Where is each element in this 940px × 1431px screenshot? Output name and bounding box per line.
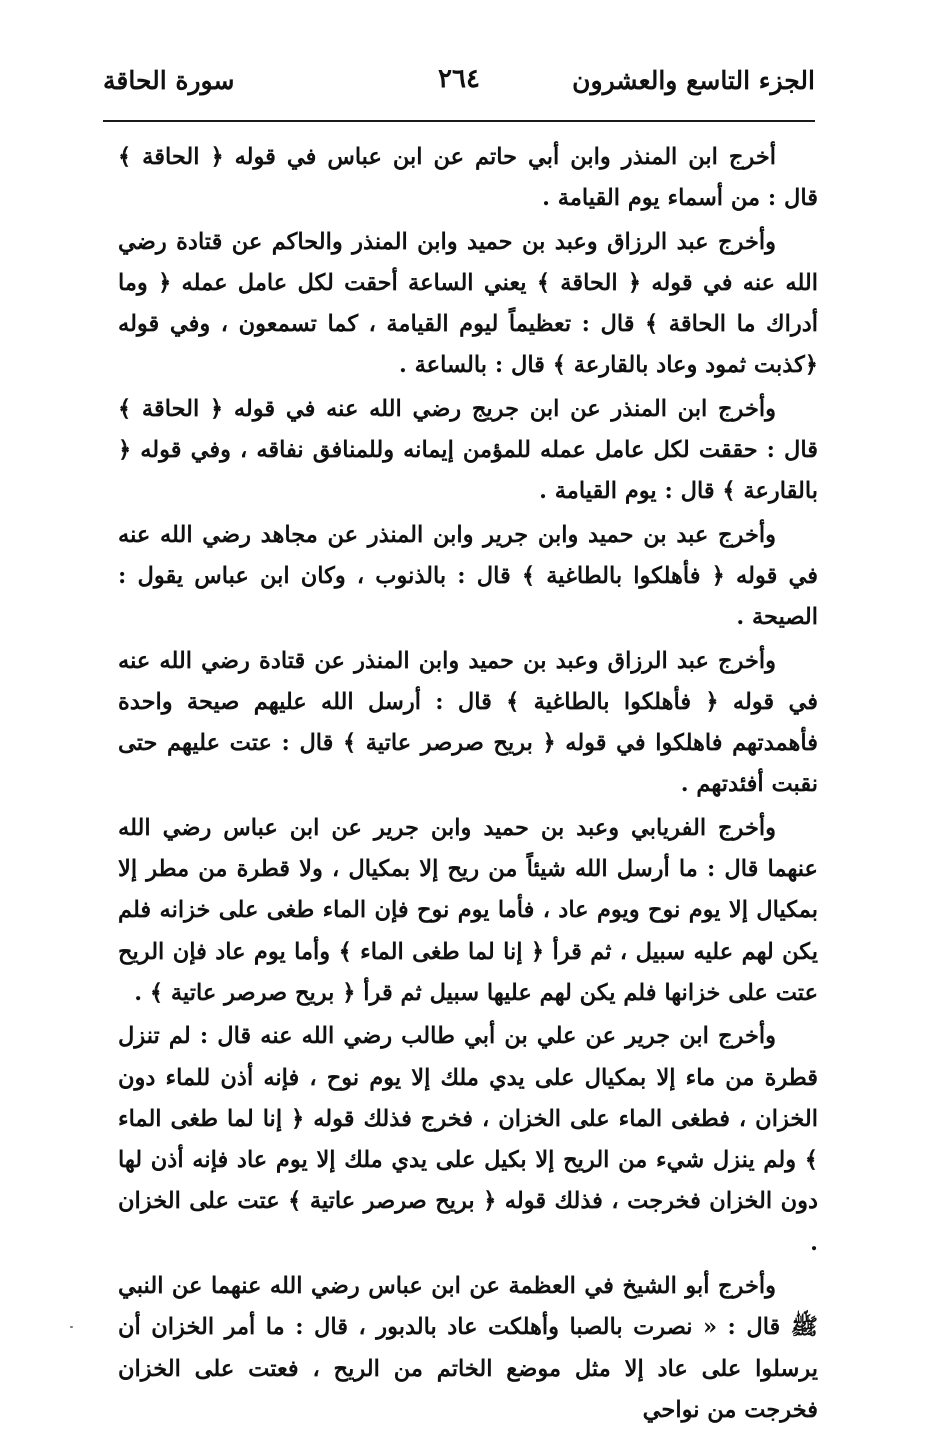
paragraph-3: وأخرج ابن المنذر عن ابن جريج رضي الله عنه في قوله ﴿ الحاقة ﴾ قال : حققت لكل عامل عمله للمؤمن إيمانه وللمنافق نفاقه ، وفي قوله ﴿ بالقارعة ﴾ قال : يوم القيامة .	[118, 395, 818, 505]
paragraph-7: وأخرج ابن جرير عن علي بن أبي طالب رضي الله عنه قال : لم تنزل قطرة من ماء إلا بمكيال على يدي ملك إلا يوم نوح ، فإنه أذن للماء دون الخزان ، فطغى الماء على الخزان ، فخرج فذلك قوله ﴿ إنا لما طغى الماء ﴾ ولم ينزل شيء من الريح إلا بكيل على يدي ملك إلا يوم عاد فإنه أذن لها دون الخزان فخرجت ، فذلك قوله ﴿ بريح صرصر عاتية ﴾ عتت على الخزان .	[118, 1023, 818, 1256]
scan-speck	[70, 1326, 73, 1328]
page-number: ٢٦٤	[438, 64, 480, 94]
paragraph-2: وأخرج عبد الرزاق وعبد بن حميد وابن المنذر والحاكم عن قتادة رضي الله عنه في قوله ﴿ الحاقة ﴾ يعني الساعة أحقت لكل عامل عمله ﴿ وما أدراك ما الحاقة ﴾ قال : تعظيماً ليوم القيامة ، كما تسمعون ، وفي قوله ﴿كذبت ثمود وعاد بالقارعة ﴾ قال : بالساعة .	[118, 228, 818, 379]
paragraph-4: وأخرج عبد بن حميد وابن جرير وابن المنذر عن مجاهد رضي الله عنه في قوله ﴿ فأهلكوا بالطاغية ﴾ قال : بالذنوب ، وكان ابن عباس يقول : الصيحة .	[118, 521, 818, 631]
header-rule	[103, 120, 815, 122]
paragraph-8: وأخرج أبو الشيخ في العظمة عن ابن عباس رضي الله عنهما عن النبي ﷺ قال : « نصرت بالصبا وأهلكت عاد بالدبور ، قال : ما أمر الخزان أن يرسلوا على عاد إلا مثل موضع الخاتم من الريح ، فعتت على الخزان فخرجت من نواحي	[118, 1273, 818, 1423]
surah-title: سورة الحاقة	[103, 66, 235, 95]
paragraph-6: وأخرج الفريابي وعبد بن حميد وابن جرير عن ابن عباس رضي الله عنهما قال : ما أرسل الله شيئاً من ريح إلا بمكيال ، ولا قطرة من مطر إلا بمكيال إلا يوم نوح ويوم عاد ، فأما يوم نوح فإن الماء طغى على خزانه فلم يكن لهم عليه سبيل ، ثم قرأ ﴿ إنا لما طغى الماء ﴾ وأما يوم عاد فإن الريح عتت على خزانها فلم يكن لهم عليها سبيل ثم قرأ ﴿ بريح صرصر عاتية ﴾ .	[118, 814, 818, 1006]
paragraph-5: وأخرج عبد الرزاق وعبد بن حميد وابن المنذر عن قتادة رضي الله عنه في قوله ﴿ فأهلكوا بالطاغية ﴾ قال : أرسل الله عليهم صيحة واحدة فأهمدتهم فاهلكوا في قوله ﴿ بريح صرصر عاتية ﴾ قال : عتت عليهم حتى نقبت أفئدتهم .	[118, 647, 818, 798]
body-text	[118, 137, 818, 1431]
part-title: الجزء التاسع والعشرون	[572, 66, 815, 95]
paragraph-1: أخرج ابن المنذر وابن أبي حاتم عن ابن عباس في قوله ﴿ الحاقة ﴾ قال : من أسماء يوم القيامة .	[118, 144, 818, 212]
running-header	[103, 58, 815, 110]
